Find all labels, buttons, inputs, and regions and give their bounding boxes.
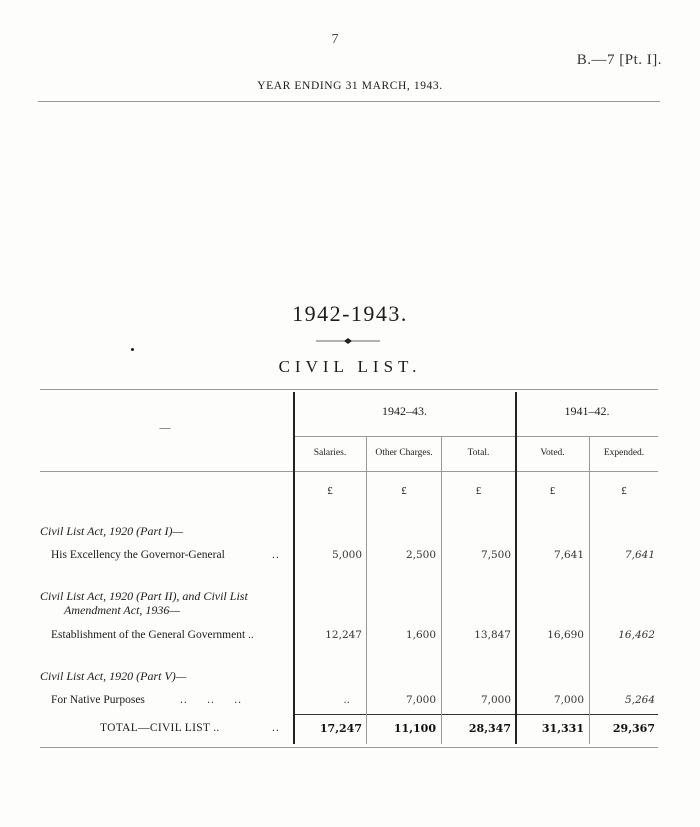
total-expended: 29,367 bbox=[612, 722, 655, 735]
group-header-1942-43: 1942–43. bbox=[382, 404, 427, 418]
unit-salaries: £ bbox=[327, 485, 333, 497]
column-header-rule bbox=[40, 471, 658, 472]
total-salaries: 17,247 bbox=[319, 722, 362, 735]
column-header-total: Total. bbox=[467, 448, 490, 458]
cell-salaries: 12,247 bbox=[325, 629, 362, 641]
column-header-salaries: Salaries. bbox=[313, 448, 347, 458]
total-voted: 31,331 bbox=[541, 722, 584, 735]
cell-other-charges: 1,600 bbox=[405, 629, 436, 641]
column-divider-salaries bbox=[366, 437, 367, 744]
document-reference: B.—7 [Pt. I]. bbox=[576, 52, 662, 68]
row-leader-dots: .. .. .. bbox=[180, 694, 242, 706]
cell-salaries: .. bbox=[343, 694, 350, 706]
unit-other-charges: £ bbox=[401, 485, 407, 497]
row-label: For Native Purposes bbox=[51, 694, 145, 706]
total-other-charges: 11,100 bbox=[393, 722, 436, 735]
cell-other-charges: 7,000 bbox=[405, 694, 436, 706]
cell-total: 7,500 bbox=[480, 549, 511, 561]
column-divider-other bbox=[441, 437, 442, 744]
page-number: 7 bbox=[331, 32, 339, 47]
column-header-voted: Voted. bbox=[540, 448, 565, 458]
ornament-divider bbox=[316, 336, 380, 346]
cell-total: 13,847 bbox=[474, 629, 511, 641]
total-rule bbox=[294, 714, 658, 715]
stub-header: — bbox=[159, 422, 171, 434]
cell-expended: 7,641 bbox=[624, 549, 655, 561]
cell-salaries: 5,000 bbox=[331, 549, 362, 561]
section-heading: Civil List Act, 1920 (Part II), and Civil List bbox=[40, 589, 248, 603]
section-heading-continued: Amendment Act, 1936— bbox=[64, 603, 181, 617]
total-row-leader-dots: .. bbox=[272, 722, 280, 734]
row-label: His Excellency the Governor-General bbox=[51, 549, 225, 561]
group-header-1941-42: 1941–42. bbox=[564, 404, 610, 418]
section-heading: Civil List Act, 1920 (Part I)— bbox=[40, 524, 184, 538]
year-divider bbox=[515, 392, 517, 744]
total-row-label: TOTAL—CIVIL LIST .. bbox=[100, 722, 220, 734]
header-rule bbox=[38, 101, 660, 102]
cell-other-charges: 2,500 bbox=[405, 549, 436, 561]
cell-voted: 7,641 bbox=[553, 549, 584, 561]
table-bottom-rule bbox=[40, 747, 658, 748]
row-leader-dots: .. bbox=[272, 549, 280, 561]
group-header-rule bbox=[294, 436, 658, 437]
column-header-expended: Expended. bbox=[603, 448, 645, 458]
year-title: 1942-1943. bbox=[292, 301, 408, 326]
cell-expended: 16,462 bbox=[618, 629, 655, 641]
row-label: Establishment of the General Government .. bbox=[51, 629, 254, 641]
cell-voted: 16,690 bbox=[547, 629, 584, 641]
cell-expended: 5,264 bbox=[624, 694, 655, 706]
cell-voted: 7,000 bbox=[553, 694, 584, 706]
stray-ink-mark bbox=[131, 348, 134, 351]
total-total: 28,347 bbox=[468, 722, 511, 735]
year-heading: YEAR ENDING 31 MARCH, 1943. bbox=[257, 80, 443, 92]
column-divider-voted bbox=[589, 437, 590, 744]
civil-list-title: CIVIL LIST. bbox=[278, 357, 422, 376]
unit-voted: £ bbox=[549, 485, 556, 497]
table-top-rule bbox=[40, 389, 658, 390]
column-header-other-charges: Other Charges. bbox=[375, 448, 433, 458]
section-heading: Civil List Act, 1920 (Part V)— bbox=[40, 669, 187, 683]
unit-total: £ bbox=[475, 485, 482, 497]
unit-expended: £ bbox=[621, 485, 627, 497]
cell-total: 7,000 bbox=[480, 694, 511, 706]
stub-divider bbox=[293, 392, 295, 744]
